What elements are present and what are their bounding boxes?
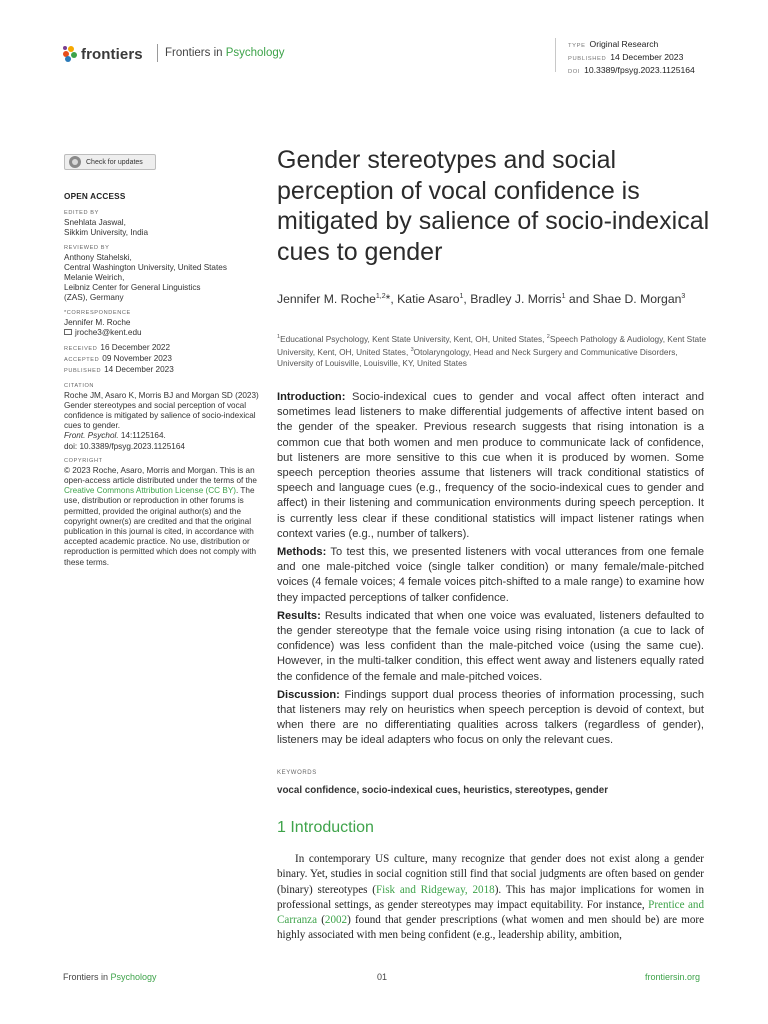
citation-label: CITATION bbox=[64, 382, 95, 389]
abstract-paragraph bbox=[277, 688, 704, 749]
published-value: 14 December 2023 bbox=[610, 52, 684, 62]
published-label: PUBLISHED bbox=[64, 368, 102, 375]
intro-text: In contemporary US culture, many recognize that gender does not exist along a gender binary. Yet, studies in social cognition still find that social judgments are often based on gender (binary) stereotypes ( bbox=[277, 853, 704, 896]
dates-block bbox=[64, 343, 264, 377]
author-name[interactable]: Jennifer M. Roche bbox=[277, 292, 376, 307]
author-separator: *, bbox=[385, 292, 398, 307]
type-label: TYPE bbox=[568, 43, 586, 49]
affiliation-sup: 2 bbox=[546, 334, 550, 340]
reviewer-line: Central Washington University, United States bbox=[64, 262, 227, 272]
abstract-section-text: Socio-indexical cues to gender and vocal affect often interact and sometimes lead listeners to make differential judgements of affective intent based on the gender of the speaker. Previous research suggests that rising intonation is a common cue that both women and men produce to communicate lack of confidence, but listeners are more sensitive to this cue when it is produced by women. Some speech perception theories assume that listeners will track conditional statistics of speech and language cues (e.g., frequency of the socio-indexical cues to gender and affect) in their listening and communication environments during speech perception. It is currently less clear if these conditional statistics will impact listener ratings when context varies (e.g., number of talkers). bbox=[277, 391, 704, 540]
citation-link[interactable]: Prentice and Carranza bbox=[277, 898, 704, 927]
editor-line: Sikkim University, India bbox=[64, 228, 149, 238]
reviewer-line: (ZAS), Germany bbox=[64, 293, 124, 303]
journal-title: Psychology bbox=[225, 47, 285, 59]
footer-site-link[interactable]: frontiersin.org bbox=[645, 972, 701, 982]
edited-by-block bbox=[64, 209, 264, 238]
correspondence-email[interactable]: jroche3@kent.edu bbox=[75, 327, 142, 337]
abstract-section-label: Introduction: bbox=[277, 391, 346, 403]
received-date: 16 December 2022 bbox=[100, 343, 171, 353]
doi-label: DOI bbox=[568, 69, 581, 75]
check-for-updates-button[interactable] bbox=[64, 154, 156, 170]
abstract-section-label: Methods: bbox=[277, 546, 327, 559]
cc-license-link[interactable]: Creative Commons Attribution License (CC BY) bbox=[64, 486, 237, 496]
article-sidebar bbox=[64, 192, 264, 573]
footer-journal bbox=[63, 972, 157, 982]
affiliation-text: Speech Pathology & Audiology, Kent State University, Kent, OH, United States, bbox=[277, 333, 707, 357]
received-label: RECEIVED bbox=[64, 346, 98, 353]
abstract-section-text: Findings support dual process theories of information processing, such that listeners may rely on heuristics when speech perception is devoid of context, but when there are no differentiating qualities across talkers (regardless of gender), listeners may be ideal adapters who focus on only the relevant cues. bbox=[277, 688, 704, 747]
accepted-label: ACCEPTED bbox=[64, 357, 100, 364]
refresh-icon bbox=[69, 156, 81, 168]
footer-journal-name: Psychology bbox=[110, 972, 157, 982]
open-access-label: OPEN ACCESS bbox=[64, 192, 126, 201]
brand-name: frontiers bbox=[81, 45, 143, 63]
author-affiliation-sup: 1,2 bbox=[375, 293, 386, 300]
abstract bbox=[277, 390, 704, 752]
journal-prefix: Frontiers in bbox=[165, 47, 226, 59]
article-meta bbox=[568, 39, 695, 78]
citation-doi[interactable]: doi: 10.3389/fpsyg.2023.1125164 bbox=[64, 441, 185, 451]
intro-text: ). This has major implications for women in professional settings, as gender stereotypes may impact equitability. For instance, bbox=[277, 883, 704, 911]
header-divider bbox=[157, 44, 158, 62]
intro-paragraph bbox=[277, 852, 704, 944]
copyright-text: © 2023 Roche, Asaro, Morris and Morgan. This is an open-access article distributed under the terms of the bbox=[64, 465, 257, 486]
keywords: vocal confidence, socio-indexical cues, heuristics, stereotypes, gender bbox=[277, 785, 609, 796]
section-heading: 1 Introduction bbox=[277, 819, 374, 836]
reviewer-line: Melanie Weirich, bbox=[64, 273, 125, 283]
citation-volume: 14:1125164. bbox=[118, 431, 166, 441]
frontiers-logo-icon bbox=[63, 46, 77, 62]
published-label: PUBLISHED bbox=[568, 56, 607, 62]
citation-journal: Front. Psychol. bbox=[64, 431, 119, 441]
edited-by-label: EDITED BY bbox=[64, 210, 99, 217]
journal-name[interactable] bbox=[165, 47, 285, 59]
abstract-section-text: To test this, we presented listeners with vocal utterances from one female and one male-pitched voice (single talker condition) or many female/male-pitched voices (4 female voices; 4 female voices pitch-shifted to a male range) to examine how they impacted perceptions of talker confidence. bbox=[277, 546, 704, 604]
abstract-section-label: Results: bbox=[277, 609, 321, 622]
copyright-label: COPYRIGHT bbox=[64, 457, 103, 464]
affiliation-text: Educational Psychology, Kent State University, Kent, OH, United States, bbox=[280, 333, 547, 344]
reviewed-by-block bbox=[64, 244, 264, 304]
abstract-paragraph bbox=[277, 609, 704, 685]
citation-link[interactable]: Fisk and Ridgeway, 2018 bbox=[375, 883, 495, 896]
author-list bbox=[277, 288, 717, 308]
affiliation-sup: 1 bbox=[277, 334, 281, 340]
abstract-section-label: Discussion: bbox=[277, 688, 340, 701]
reviewer-line: Anthony Stahelski, bbox=[64, 252, 132, 262]
abstract-paragraph bbox=[277, 545, 704, 606]
footer-journal-prefix: Frontiers in bbox=[63, 972, 111, 982]
correspondence-label: *CORRESPONDENCE bbox=[64, 309, 131, 316]
page-number: 01 bbox=[377, 972, 388, 982]
author-name[interactable]: Katie Asaro bbox=[397, 292, 460, 307]
author-affiliation-sup: 1 bbox=[459, 293, 464, 300]
correspondence-block bbox=[64, 309, 264, 338]
copyright-block bbox=[64, 457, 264, 568]
author-separator: and bbox=[565, 292, 593, 307]
author-affiliation-sup: 3 bbox=[681, 293, 686, 300]
affiliation-text: Otolaryngology, Head and Neck Surgery and Communicative Disorders, University of Louisville, Louisville, KY, United States bbox=[277, 346, 678, 368]
author-separator: , bbox=[463, 292, 471, 307]
reviewed-by-label: REVIEWED BY bbox=[64, 244, 110, 251]
citation-block bbox=[64, 382, 264, 452]
type-value: Original Research bbox=[589, 39, 659, 49]
affiliation-sup: 3 bbox=[410, 346, 414, 353]
meta-divider bbox=[555, 38, 556, 72]
accepted-date: 09 November 2023 bbox=[102, 354, 172, 364]
frontiers-logo[interactable] bbox=[63, 44, 143, 64]
reviewer-line: Leibniz Center for General Linguistics bbox=[64, 283, 201, 293]
check-updates-label: Check for updates bbox=[86, 158, 143, 166]
citation-text: Roche JM, Asaro K, Morris BJ and Morgan SD (2023) Gender stereotypes and social perception of vocal confidence is mitigated by salience of socio-indexical cues to gender. bbox=[64, 390, 259, 431]
published-date: 14 December 2023 bbox=[104, 365, 174, 375]
author-name[interactable]: Shae D. Morgan bbox=[592, 292, 682, 307]
author-name[interactable]: Bradley J. Morris bbox=[470, 292, 562, 307]
intro-text: ( bbox=[317, 914, 325, 927]
keywords-label: KEYWORDS bbox=[277, 770, 317, 776]
correspondence-name: Jennifer M. Roche bbox=[64, 317, 131, 327]
editor-line: Snehlata Jaswal, bbox=[64, 218, 126, 228]
doi-value[interactable]: 10.3389/fpsyg.2023.1125164 bbox=[584, 65, 695, 75]
intro-text: ) found that gender prescriptions (what women and men should be) are more highly associated with men being confident (e.g., leadership ability, ambition, bbox=[277, 914, 705, 942]
author-affiliation-sup: 1 bbox=[561, 293, 566, 300]
abstract-section-text: Results indicated that when one voice was evaluated, listeners defaulted to the gender stereotype that the female voice using rising intonation (a cue to lack of confidence) was less confident than the male-pitched voice (using the same cue). However, in the multi-talker condition, this effect went away and listeners equally rated the confidence of the female and male-pitched voices. bbox=[277, 609, 704, 683]
article-title: Gender stereotypes and social perception of vocal confidence is mitigated by salience of socio-indexical cues to gender bbox=[277, 146, 710, 266]
copyright-text-continued: . The use, distribution or reproduction in other forums is permitted, provided the original author(s) and the copyright owner(s) are credited and that the original publication in this journal is cited, in accordance with accepted academic practice. No use, distribution or reproduction is permitted which does not comply with these terms. bbox=[64, 486, 257, 567]
abstract-paragraph bbox=[277, 390, 704, 542]
citation-year-link[interactable]: 2002 bbox=[324, 914, 348, 927]
mail-icon bbox=[64, 329, 72, 335]
affiliations bbox=[277, 332, 707, 369]
